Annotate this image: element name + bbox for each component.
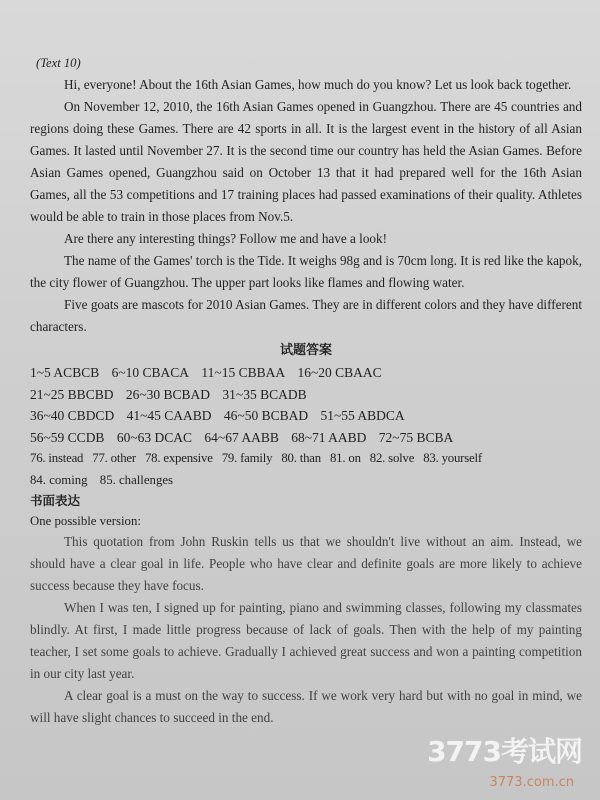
- answer-row: [30, 427, 582, 449]
- answer-word: 85. challenges: [99, 472, 173, 487]
- passage-paragraph: On November 12, 2010, the 16th Asian Games opened in Guangzhou. There are 45 countries and regions doing these Games. There are 42 sports in all. It is the largest event in the history of all Asian Games. It lasted until November 27. It is the second time our country has held the Asian Games. Before Asian Games opened, Guangzhou said on October 13 that it had prepared well for the 16th Asian Games, all the 53 competitions and 17 training places had passed examinations of their quality. Athletes would be able to train in those places from Nov.5.: [30, 99, 582, 224]
- answer-group: 72~75 BCBA: [378, 429, 454, 445]
- answer-row: [30, 470, 582, 492]
- answer-row: [30, 362, 582, 384]
- writing-paragraph: A clear goal is a must on the way to success. If we work very hard but with no goal in mind, we will have slight chances to succeed in the end.: [30, 688, 582, 725]
- answer-group: 26~30 BCBAD: [125, 386, 211, 402]
- answer-word: 81. on: [329, 451, 361, 465]
- answer-group: 1~5 ACBCB: [30, 365, 100, 380]
- watermark-logo: 3773考试网: [427, 735, 582, 768]
- answer-row: [30, 384, 582, 406]
- answer-row: [30, 448, 582, 470]
- answer-group: 21~25 BBCBD: [30, 386, 114, 402]
- answer-word: 79. family: [221, 451, 273, 465]
- answer-row: [30, 405, 582, 427]
- answer-group: 6~10 CBACA: [111, 365, 190, 380]
- answer-group: 64~67 AABB: [204, 429, 279, 445]
- passage-paragraph: Are there any interesting things? Follow me and have a look!: [64, 231, 388, 246]
- answer-group: 60~63 DCAC: [116, 429, 193, 445]
- answer-group: 46~50 BCBAD: [223, 408, 309, 423]
- passage-paragraph: The name of the Games' torch is the Tide. It weighs 98g and is 70cm long. It is red like the kapok, the city flower of Guangzhou. The upper part looks like flames and flowing water.: [30, 253, 582, 290]
- answer-word: 76. instead: [30, 451, 84, 465]
- answer-word: 78. expensive: [144, 451, 213, 465]
- answer-key: [30, 362, 582, 491]
- answer-group: 36~40 CBDCD: [30, 408, 115, 423]
- answer-group: 56~59 CCDB: [30, 429, 105, 445]
- answer-word: 84. coming: [30, 472, 88, 487]
- answer-group: 68~71 AABD: [291, 429, 367, 445]
- answer-group: 41~45 CAABD: [126, 408, 212, 423]
- answer-word: 82. solve: [369, 451, 415, 465]
- answer-group: 51~55 ABDCA: [320, 408, 405, 423]
- watermark-url: 3773.com.cn: [489, 775, 574, 790]
- answer-group: 11~15 CBBAA: [201, 365, 286, 380]
- passage-tag: (Text 10): [36, 56, 81, 70]
- answer-word: 83. yourself: [423, 451, 482, 465]
- answer-group: 31~35 BCADB: [222, 386, 307, 402]
- answer-word: 80. than: [281, 451, 321, 465]
- answer-word: 77. other: [92, 451, 136, 465]
- writing-paragraph: When I was ten, I signed up for painting, piano and swimming classes, following my classmates blindly. At first, I made little progress because of lack of goals. Then with the help of my painting teacher, I set some goals to achieve. Gradually I achieved great success and won a painting competition in our city last year.: [30, 600, 582, 681]
- content-column: [30, 52, 582, 729]
- answer-group: 16~20 CBAAC: [297, 365, 382, 380]
- writing-paragraph: This quotation from John Ruskin tells us that we shouldn't live without an aim. Instead, we should have a clear goal in life. People who have clear and definite goals are more likely to achieve success because they have focus.: [30, 534, 582, 593]
- passage-paragraph: Hi, everyone! About the 16th Asian Games, how much do you know? Let us look back together.: [64, 77, 572, 92]
- site-watermark: [396, 730, 582, 790]
- writing-version-label: One possible version:: [30, 514, 141, 528]
- passage-paragraph: Five goats are mascots for 2010 Asian Games. They are in different colors and they have different characters.: [30, 297, 582, 334]
- answers-title: 试题答案: [279, 343, 332, 358]
- writing-heading: 书面表达: [30, 493, 81, 508]
